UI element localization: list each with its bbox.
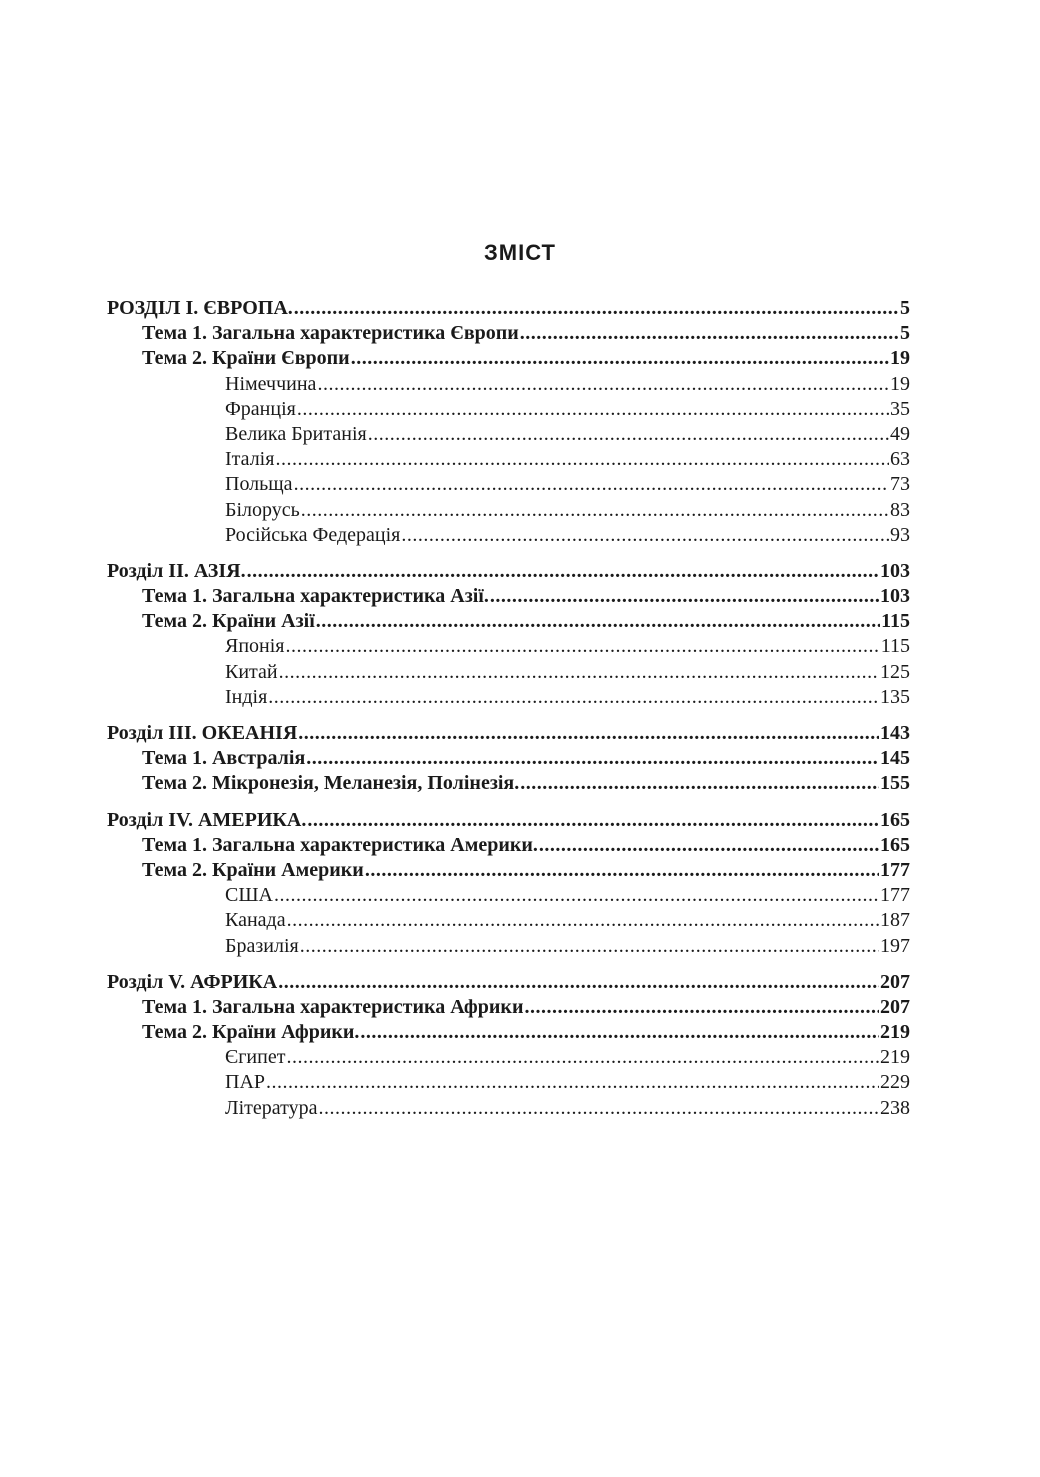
- page-number: 207: [880, 995, 910, 1018]
- dot-leader: [490, 584, 879, 609]
- country-entry: [107, 883, 910, 908]
- dot-leader: [520, 321, 899, 346]
- dot-leader: [318, 1096, 879, 1121]
- page-number: 219: [880, 1046, 910, 1069]
- page-number: 35: [890, 397, 910, 420]
- page-number: 145: [880, 747, 910, 770]
- page-number: 103: [880, 585, 910, 608]
- section-entry: [107, 808, 910, 833]
- country-entry: [107, 634, 910, 659]
- dot-leader: [301, 498, 889, 523]
- entry-label: Тема 1. Загальна характеристика Азії.: [142, 585, 489, 608]
- topic-entry: [107, 995, 910, 1020]
- dot-leader: [287, 908, 879, 933]
- country-entry: [107, 1045, 910, 1070]
- toc-section: [107, 970, 910, 1121]
- dot-leader: [365, 858, 879, 883]
- topic-entry: [107, 321, 910, 346]
- topic-entry: [107, 1020, 910, 1045]
- entry-label: Канада: [225, 909, 286, 932]
- entry-label: Розділ ІV. АМЕРИКА.: [107, 808, 307, 831]
- entry-label: РОЗДІЛ І. ЄВРОПА.: [107, 297, 293, 319]
- page-number: 219: [880, 1021, 910, 1044]
- page-number: 63: [890, 448, 910, 471]
- dot-leader: [275, 447, 889, 472]
- country-entry: [107, 472, 910, 497]
- topic-entry: [107, 833, 910, 858]
- entry-label: Китай: [225, 660, 278, 683]
- dot-leader: [520, 771, 879, 796]
- dot-leader: [401, 523, 889, 548]
- dot-leader: [278, 970, 879, 995]
- page-number: 238: [880, 1096, 910, 1119]
- topic-entry: [107, 746, 910, 771]
- dot-leader: [317, 372, 889, 397]
- dot-leader: [247, 559, 879, 584]
- dot-leader: [300, 934, 879, 959]
- entry-label: Тема 2. Країни Африки.: [142, 1021, 360, 1044]
- page-number: 93: [890, 523, 910, 546]
- country-entry: [107, 372, 910, 397]
- toc-section: [107, 559, 910, 710]
- entry-label: Тема 1. Австралія: [142, 747, 306, 770]
- entry-label: Бразилія: [225, 934, 299, 957]
- page-number: 125: [880, 660, 910, 683]
- page-number: 229: [880, 1071, 910, 1094]
- topic-entry: [107, 584, 910, 609]
- section-entry: [107, 721, 910, 746]
- entry-label: Польща: [225, 473, 293, 496]
- country-entry: [107, 1070, 910, 1095]
- page-number: 49: [890, 422, 910, 445]
- page-number: 177: [880, 884, 910, 907]
- page-number: 155: [880, 772, 910, 795]
- entry-label: Тема 2. Країни Америки: [142, 858, 364, 881]
- dot-leader: [360, 1020, 879, 1045]
- country-entry: [107, 934, 910, 959]
- page-number: 177: [880, 858, 910, 881]
- dot-leader: [297, 397, 889, 422]
- country-entry: [107, 1096, 910, 1121]
- section-entry: [107, 970, 910, 995]
- entry-label: Єгипет: [225, 1046, 286, 1069]
- country-entry: [107, 422, 910, 447]
- page-number: 197: [880, 934, 910, 957]
- dot-leader: [524, 995, 879, 1020]
- country-entry: [107, 523, 910, 548]
- topic-entry: [107, 609, 910, 634]
- toc-section: [107, 296, 910, 548]
- dot-leader: [316, 609, 880, 634]
- section-entry: [107, 296, 910, 321]
- country-entry: [107, 498, 910, 523]
- entry-label: Російська Федерація: [225, 523, 401, 546]
- country-entry: [107, 908, 910, 933]
- entry-label: Розділ ІІІ. ОКЕАНІЯ: [107, 722, 298, 744]
- entry-label: Білорусь: [225, 498, 300, 521]
- topic-entry: [107, 858, 910, 883]
- entry-label: Розділ ІІ. АЗІЯ.: [107, 559, 246, 582]
- dot-leader: [266, 1070, 879, 1095]
- dot-leader: [286, 1045, 879, 1070]
- entry-label: Тема 2. Країни Європи: [142, 347, 350, 370]
- entry-label: Італія: [225, 448, 275, 471]
- toc-section: [107, 808, 910, 959]
- entry-label: Німеччина: [225, 372, 317, 395]
- entry-label: Велика Британія: [225, 422, 367, 445]
- entry-label: Індія: [225, 685, 268, 708]
- country-entry: [107, 447, 910, 472]
- entry-label: США: [225, 884, 273, 907]
- dot-leader: [274, 883, 879, 908]
- country-entry: [107, 660, 910, 685]
- page-title: ЗМІСТ: [484, 240, 556, 265]
- dot-leader: [294, 472, 889, 497]
- dot-leader: [351, 346, 889, 371]
- dot-leader: [368, 422, 889, 447]
- page-number: 187: [880, 909, 910, 932]
- entry-label: Франція: [225, 397, 296, 420]
- table-of-contents: [107, 296, 910, 1132]
- page-number: 165: [880, 808, 910, 831]
- page-number: 115: [881, 610, 910, 633]
- country-entry: [107, 397, 910, 422]
- entry-label: Японія: [225, 635, 285, 658]
- entry-label: Література: [225, 1096, 318, 1119]
- page-number: 143: [880, 722, 910, 744]
- page-number: 5: [900, 322, 910, 345]
- dot-leader: [286, 634, 880, 659]
- page-number: 19: [890, 372, 910, 395]
- page-number: 165: [880, 833, 910, 856]
- country-entry: [107, 685, 910, 710]
- dot-leader: [539, 833, 879, 858]
- topic-entry: [107, 346, 910, 371]
- dot-leader: [279, 660, 879, 685]
- page-number: 103: [880, 559, 910, 582]
- dot-leader: [294, 296, 899, 321]
- entry-label: Розділ V. АФРИКА: [107, 970, 278, 993]
- entry-label: Тема 2. Мікронезія, Меланезія, Полінезія.: [142, 772, 520, 795]
- page-number: 19: [890, 347, 910, 370]
- page-number: 115: [880, 635, 910, 658]
- entry-label: Тема 1. Загальна характеристика Америки.: [142, 833, 538, 856]
- section-entry: [107, 559, 910, 584]
- page-number: 5: [900, 297, 910, 319]
- dot-leader: [268, 685, 879, 710]
- dot-leader: [307, 808, 879, 833]
- page-number: 83: [890, 498, 910, 521]
- page-number: 135: [880, 685, 910, 708]
- topic-entry: [107, 771, 910, 796]
- entry-label: ПАР: [225, 1071, 266, 1094]
- dot-leader: [298, 721, 879, 746]
- page-number: 207: [880, 970, 910, 993]
- page-number: 73: [890, 473, 910, 496]
- toc-section: [107, 721, 910, 797]
- entry-label: Тема 1. Загальна характеристика Африки: [142, 995, 524, 1018]
- entry-label: Тема 2. Країни Азії: [142, 610, 315, 633]
- dot-leader: [306, 746, 879, 771]
- entry-label: Тема 1. Загальна характеристика Європи: [142, 322, 519, 345]
